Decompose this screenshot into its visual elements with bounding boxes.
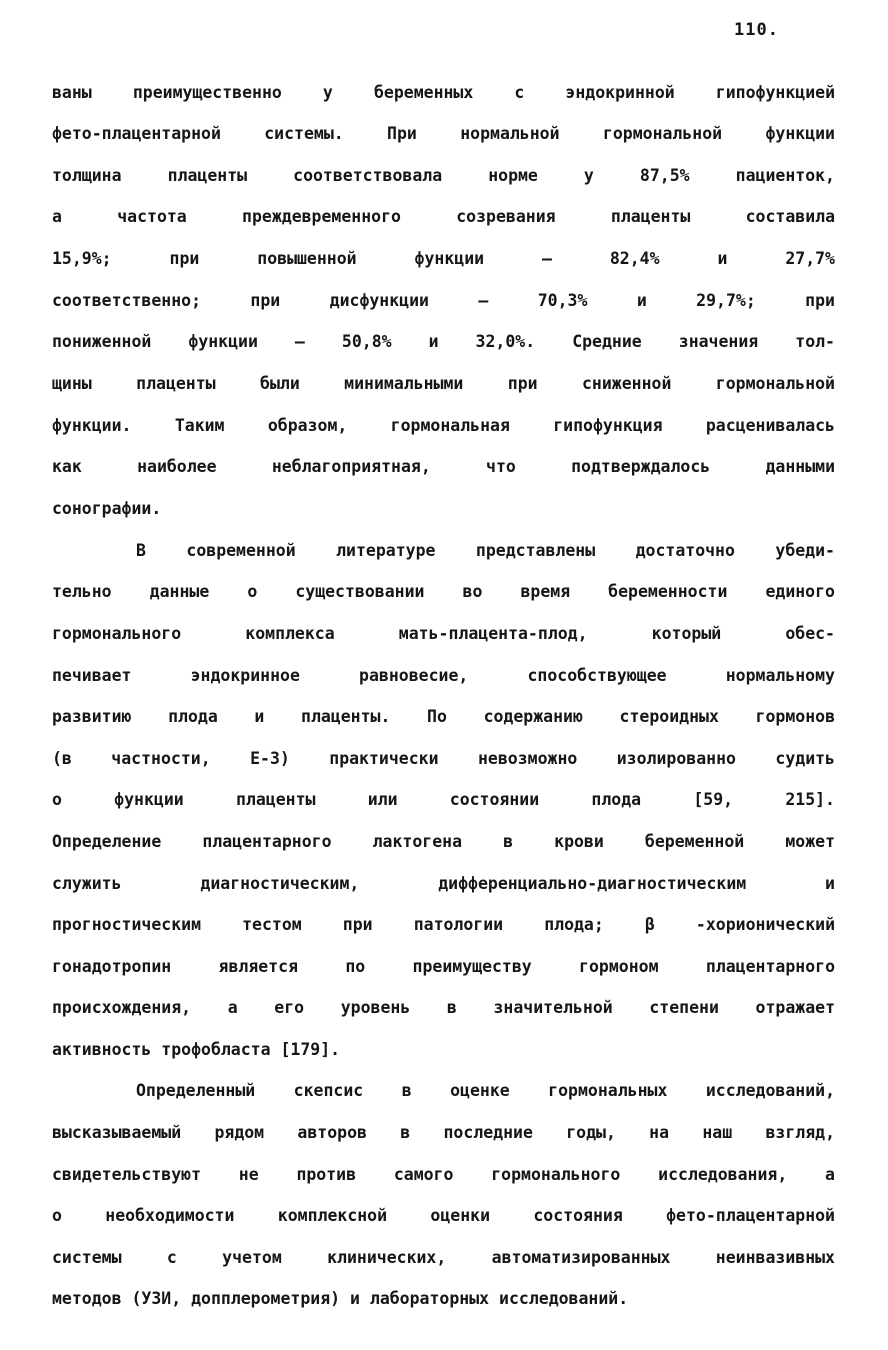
text-line: сонографии. [52,499,162,518]
text-line: гормонального комплекса мать-плацента-плод, который обес- [52,624,835,643]
text-line: соответственно; при дисфункции – 70,3% и 29,7%; при [52,291,835,310]
text-line: 15,9%; при повышенной функции – 82,4% и 27,7% [52,249,835,268]
text-line: гонадотропин является по преимуществу гормоном плацентарного [52,957,835,976]
text-line: методов (УЗИ, допплерометрия) и лабораторных исследований. [52,1289,629,1308]
text-line: (в частности, Е-3) практически невозможно изолированно судить [52,749,835,768]
text-line: активность трофобласта [179]. [52,1040,341,1059]
text-line: печивает эндокринное равновесие, способствующее нормальному [52,666,835,685]
text-line: служить диагностическим, дифференциально-диагностическим и [52,874,835,893]
text-line: о функции плаценты или состоянии плода [59, 215]. [52,790,835,809]
paragraph-first-line: Определенный скепсис в оценке гормональных исследований, [136,1081,835,1100]
text-line: Определение плацентарного лактогена в крови беременной может [52,832,835,851]
text-line: функции. Таким образом, гормональная гипофункция расценивалась [52,416,835,435]
text-line: а частота преждевременного созревания плаценты составила [52,207,835,226]
text-line: высказываемый рядом авторов в последние годы, на наш взгляд, [52,1123,835,1142]
text-line: пониженной функции – 50,8% и 32,0%. Средние значения тол- [52,332,835,351]
text-line: как наиболее неблагоприятная, что подтверждалось данными [52,457,835,476]
text-line: ваны преимущественно у беременных с эндокринной гипофункцией [52,83,835,102]
text-line: происхождения, а его уровень в значительной степени отражает [52,998,835,1017]
text-line: тельно данные о существовании во время беременности единого [52,582,835,601]
page-number: 110. [734,20,779,40]
paragraph-first-line: В современной литературе представлены достаточно убеди- [136,541,835,560]
text-line: о необходимости комплексной оценки состояния фето-плацентарной [52,1206,835,1225]
text-line: свидетельствуют не против самого гормонального исследования, а [52,1165,835,1184]
text-line: фето-плацентарной системы. При нормальной гормональной функции [52,124,835,143]
text-line: толщина плаценты соответствовала норме у 87,5% пациенток, [52,166,835,185]
text-line: развитию плода и плаценты. По содержанию стероидных гормонов [52,707,835,726]
text-line: прогностическим тестом при патологии плода; β -хорионический [52,915,835,934]
text-line: щины плаценты были минимальными при сниженной гормональной [52,374,835,393]
text-line: системы с учетом клинических, автоматизированных неинвазивных [52,1248,835,1267]
